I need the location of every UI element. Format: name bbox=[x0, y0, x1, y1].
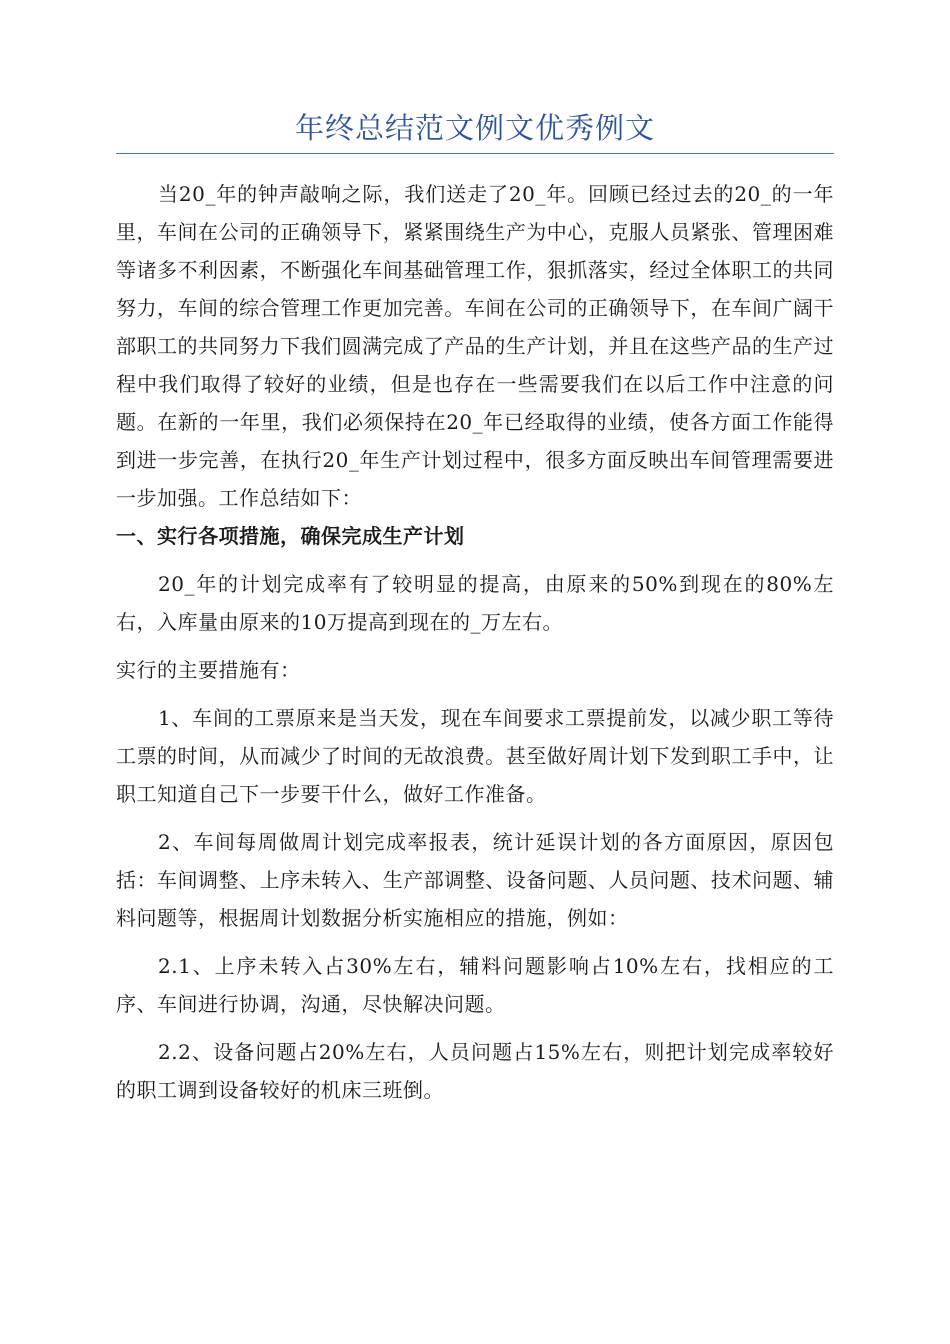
measure-item-2: 2、车间每周做周计划完成率报表，统计延误计划的各方面原因，原因包括：车间调整、上序未转入、生产部调整、设备问题、人员问题、技术问题、辅料问题等，根据周计划数据分析实施相应的措施，例如： bbox=[116, 830, 834, 930]
measures-label: 实行的主要措施有： bbox=[116, 658, 301, 682]
measure-item-1: 1、车间的工票原来是当天发，现在车间要求工票提前发，以减少职工等待工票的时间，从而减少了时间的无故浪费。甚至做好周计划下发到职工手中，让职工知道自己下一步要干什么，做好工作准备。 bbox=[116, 706, 834, 806]
section-1-heading: 一、实行各项措施，确保完成生产计划 bbox=[116, 524, 465, 548]
measure-item-2-1: 2.1、上序未转入占30%左右，辅料问题影响占10%左右，找相应的工序、车间进行协调，沟通，尽快解决问题。 bbox=[116, 954, 834, 1016]
document-title: 年终总结范文例文优秀例文 bbox=[294, 111, 655, 145]
document-body bbox=[116, 175, 834, 1109]
section-1-paragraph: 20_年的计划完成率有了较明显的提高，由原来的50%到现在的80%左右，入库量由原来的10万提高到现在的_万左右。 bbox=[116, 572, 834, 634]
measure-item-2-2: 2.2、设备问题占20%左右，人员问题占15%左右，则把计划完成率较好的职工调到设备较好的机床三班倒。 bbox=[116, 1040, 834, 1102]
title-underline bbox=[116, 153, 834, 154]
intro-paragraph: 当20_年的钟声敲响之际，我们送走了20_年。回顾已经过去的20_的一年里，车间在公司的正确领导下，紧紧围绕生产为中心，克服人员紧张、管理困难等诸多不利因素，不断强化车间基础管理工作，狠抓落实，经过全体职工的共同努力，车间的综合管理工作更加完善。车间在公司的正确领导下，在车间广阔干部职工的共同努力下我们圆满完成了产品的生产计划，并且在这些产品的生产过程中我们取得了较好的业绩，但是也存在一些需要我们在以后工作中注意的问题。在新的一年里，我们必须保持在20_年已经取得的业绩，使各方面工作能得到进一步完善，在执行20_年生产计划过程中，很多方面反映出车间管理需要进一步加强。工作总结如下： bbox=[116, 182, 834, 510]
